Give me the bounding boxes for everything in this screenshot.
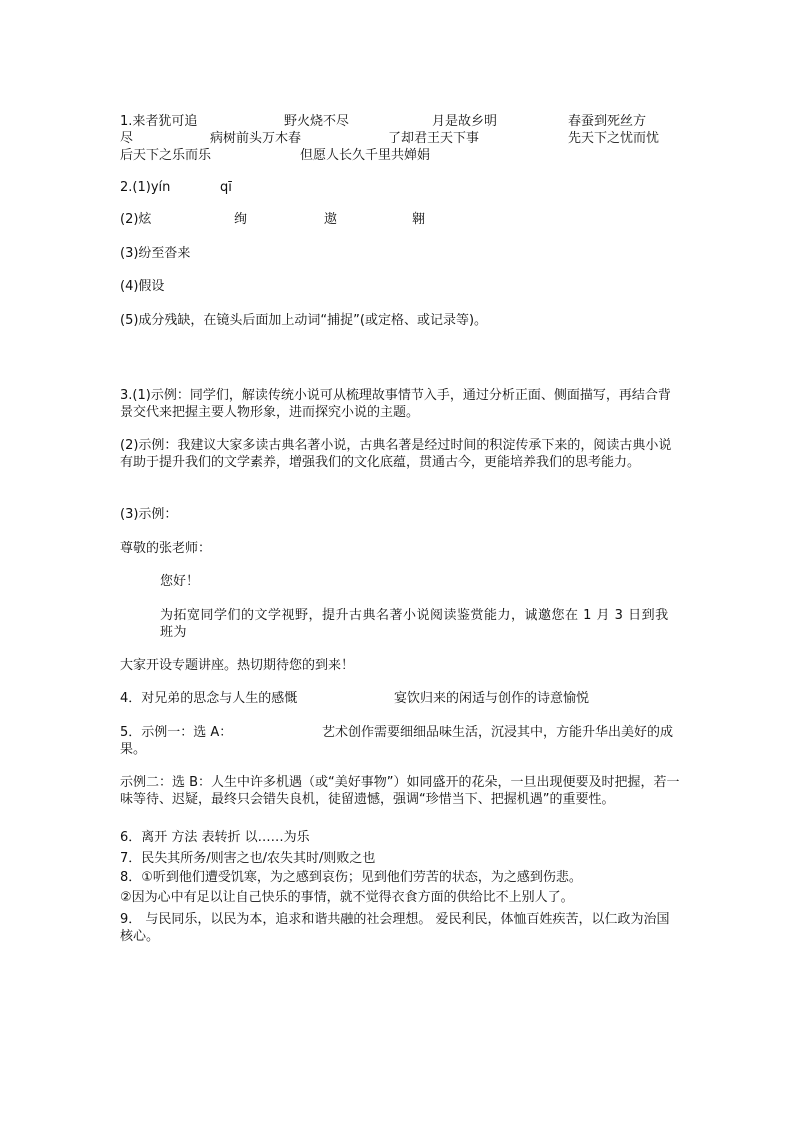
q1-line-1 bbox=[120, 113, 680, 130]
q2-pinyin-2: qī bbox=[220, 180, 232, 195]
q3-part-1: 3.(1)示例：同学们，解读传统小说可从梳理故事情节入手，通过分析正面、侧面描写，再结合背景交代来把握主要人物形象，进而探究小说的主题。 bbox=[120, 388, 671, 420]
q9-answer: 9． 与民同乐，以民为本，追求和谐共融的社会理想。 爱民利民，体恤百姓疾苦，以仁政为治国核心。 bbox=[120, 912, 670, 944]
q3-part-3: (3)示例： bbox=[120, 507, 178, 522]
q5-example-2: 示例二：选 B：人生中许多机遇（或“美好事物”）如同盛开的花朵，一旦出现便要及时把握，若一味等待、迟疑，最终只会错失良机，徒留遗憾，强调“珍惜当下、把握机遇”的重要性。 bbox=[120, 775, 680, 807]
q1-answer-7: 先天下之忧而忧 bbox=[568, 131, 660, 146]
q2-char-1: (2)炫 bbox=[120, 212, 152, 227]
q2-char-2: 绚 bbox=[234, 212, 248, 227]
letter-body-end: 大家开设专题讲座。热切期待您的到来！ bbox=[120, 658, 355, 673]
q1-answer-6: 了却君王天下事 bbox=[388, 131, 480, 146]
q1-answer-3: 月是故乡明 bbox=[432, 114, 498, 129]
q2-char-4: 翱 bbox=[412, 212, 426, 227]
q4-block bbox=[120, 690, 680, 707]
q1-line-2 bbox=[120, 130, 680, 147]
q1-answer-7-end: 后天下之乐而乐 bbox=[120, 148, 212, 163]
q2-part-4: (4)假设 bbox=[120, 279, 165, 294]
q1-block bbox=[120, 113, 680, 164]
q3-part-2: (2)示例：我建议大家多读古典名著小说，古典名著是经过时间的积淀传承下来的，阅读古典小说有助于提升我们的文学素养，增强我们的文化底蕴，贯通古今，更能培养我们的思考能力。 bbox=[120, 438, 672, 470]
q1-answer-1: 1.来者犹可追 bbox=[120, 114, 198, 129]
q4-answer-1: 4．对兄弟的思念与人生的感慨 bbox=[120, 691, 298, 706]
q2-part-3: (3)纷至沓来 bbox=[120, 246, 191, 261]
q8-answer-b: ②因为心中有足以让自己快乐的事情，就不觉得衣食方面的供给比不上别人了。 bbox=[120, 890, 574, 905]
q5-example-1 bbox=[120, 724, 680, 758]
q1-answer-5: 病树前头万木春 bbox=[210, 131, 302, 146]
q1-line-3 bbox=[120, 147, 680, 164]
q2-part-2 bbox=[120, 211, 680, 228]
q5-ex1-choice: 5．示例一：选 A： bbox=[120, 725, 233, 740]
q1-answer-4-end: 尽 bbox=[120, 131, 134, 146]
q1-answer-4: 春蚕到死丝方 bbox=[568, 114, 647, 129]
q7-answer: 7．民失其所务/则害之也/农失其时/则败之也 bbox=[120, 851, 376, 866]
q5-ex1-text: 艺术创作需要细细品味生活，沉浸其中，方能升华出美好的成果。 bbox=[120, 725, 674, 757]
q2-part-5: (5)成分残缺，在镜头后面加上动词“捕捉”(或定格、或记录等)。 bbox=[120, 313, 488, 328]
q8-answer-a: 8．①听到他们遭受饥寒，为之感到哀伤；见到他们劳苦的状态，为之感到伤悲。 bbox=[120, 870, 582, 885]
letter-salutation: 尊敬的张老师： bbox=[120, 541, 212, 556]
q1-answer-2: 野火烧不尽 bbox=[284, 114, 350, 129]
q4-answer-2: 宴饮归来的闲适与创作的诗意愉悦 bbox=[394, 691, 590, 706]
q1-answer-8: 但愿人长久千里共婵娟 bbox=[300, 148, 431, 163]
letter-body: 为拓宽同学们的文学视野，提升古典名著小说阅读鉴赏能力，诚邀您在 1 月 3 日到我班为 bbox=[160, 608, 669, 640]
q2-char-3: 遨 bbox=[324, 212, 338, 227]
letter-greeting: 您好！ bbox=[160, 574, 200, 589]
q2-pinyin-1: 2.(1)yín bbox=[120, 180, 171, 195]
q2-part-1 bbox=[120, 179, 680, 196]
q6-answer: 6．离开 方法 表转折 以……为乐 bbox=[120, 830, 310, 845]
